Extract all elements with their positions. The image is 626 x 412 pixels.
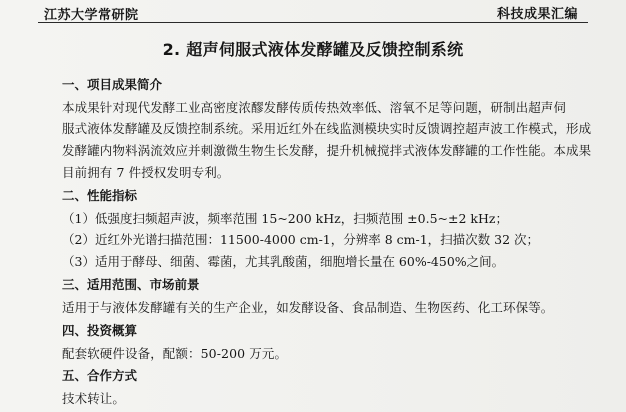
investment-text: 配套软硬件设备，配额：50-200 万元。 — [62, 346, 288, 361]
header-divider — [38, 22, 588, 23]
header-publication: 科技成果汇编 — [496, 7, 578, 22]
section-heading-investment: 四、投资概算 — [62, 323, 138, 338]
scope-text: 适用于与液体发酵罐有关的生产企业，如发酵设备、食品制造、生物医药、化工环保等。 — [62, 300, 554, 315]
summary-line: 发酵罐内物料涡流效应并刺激微生物生长发酵，提升机械搅拌式液体发酵罐的工作性能。本成果 — [62, 143, 592, 158]
section-heading-specs: 二、性能指标 — [62, 188, 138, 203]
summary-line: 服式液体发酵罐及反馈控制系统。采用近红外在线监测模块实时反馈调控超声波工作模式，形成 — [62, 121, 592, 136]
section-heading-scope: 三、适用范围、市场前景 — [62, 277, 200, 292]
spec-item: （2）近红外光谱扫描范围：11500-4000 cm-1，分辨率 8 cm-1，扫描次数 32 次； — [62, 232, 540, 247]
spec-item: （3）适用于酵母、细菌、霉菌，尤其乳酸菌，细胞增长量在 60%-450%之间。 — [62, 254, 505, 269]
running-header — [0, 0, 626, 24]
section-heading-cooperation: 五、合作方式 — [62, 368, 138, 383]
summary-line: 目前拥有 7 件授权发明专利。 — [62, 165, 230, 180]
spec-item: （1）低强度扫频超声波，频率范围 15~200 kHz，扫频范围 ±0.5~±2 kHz； — [62, 211, 508, 226]
summary-line: 本成果针对现代发酵工业高密度浓醪发酵传质传热效率低、溶氧不足等问题，研制出超声伺 — [62, 100, 567, 115]
section-heading-summary: 一、项目成果简介 — [62, 77, 163, 92]
page-title: 2. 超声伺服式液体发酵罐及反馈控制系统 — [162, 40, 464, 59]
cooperation-text: 技术转让。 — [62, 391, 126, 406]
header-institution: 江苏大学常研院 — [44, 8, 139, 23]
